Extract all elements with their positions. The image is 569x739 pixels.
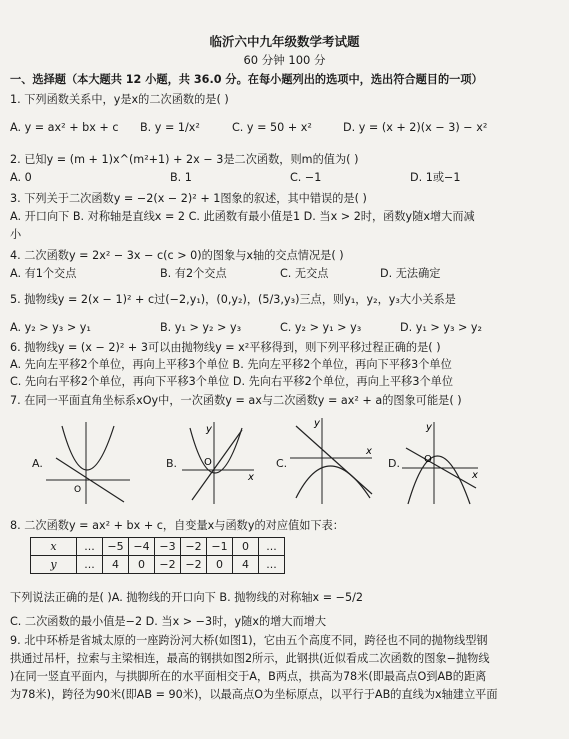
q7-graph-d-label: D. <box>388 457 400 470</box>
q6-line3: C. 先向右平移2个单位，再向下平移3个单位 D. 先向右平移2个单位，再向上平移3个单位 <box>10 375 454 388</box>
q2-option-a: A. 0 <box>10 171 32 184</box>
table-cell: −5 <box>103 538 129 556</box>
q8-table-row-x <box>31 538 285 556</box>
q3-line3: 小 <box>10 228 22 241</box>
q2-stem: 2. 已知y = (m + 1)x^(m²+1) + 2x − 3是二次函数，则m的值为( ) <box>10 153 359 166</box>
q7-graph-c-x: x <box>366 446 372 457</box>
q9-line3: )在同一竖直平面内，与拱脚所在的水平面相交于A，B两点，拱高为78米(即最高点O到AB的距离 <box>10 670 487 683</box>
q5-stem: 5. 抛物线y = 2(x − 1)² + c过(−2,y₁)，(0,y₂)，(5/3,y₃)三点，则y₁，y₂，y₃大小关系是 <box>10 293 456 306</box>
q7-graph-b-label: B. <box>166 457 178 470</box>
q1-option-b: B. y = 1/x² <box>140 121 200 134</box>
q9-line1: 9. 北中环桥是省城太原的一座跨汾河大桥(如图1)，它由五个高度不同，跨径也不同的抛物线型钢 <box>10 634 488 647</box>
table-cell: 4 <box>233 556 259 574</box>
q3-stem: 3. 下列关于二次函数y = −2(x − 2)² + 1图象的叙述，其中错误的是( ) <box>10 192 367 205</box>
q7-graph-d-origin: O <box>424 454 432 465</box>
q7-graph-d-y: y <box>426 422 432 433</box>
table-cell: 0 <box>233 538 259 556</box>
exam-title: 临沂六中九年级数学考试题 <box>209 34 360 49</box>
q4-option-a: A. 有1个交点 <box>10 267 77 280</box>
q5-option-c: C. y₂ > y₁ > y₃ <box>280 321 362 334</box>
q1-option-d: D. y = (x + 2)(x − 3) − x² <box>343 121 488 134</box>
q2-option-b: B. 1 <box>170 171 192 184</box>
q6-stem: 6. 抛物线y = (x − 2)² + 3可以由抛物线y = x²平移得到，则下列平移过程正确的是( ) <box>10 341 441 354</box>
q8-options-line1: 下列说法正确的是( )A. 抛物线的开口向下 B. 抛物线的对称轴x = −5/2 <box>10 591 363 604</box>
q3-line2: A. 开口向下 B. 对称轴是直线x = 2 C. 此函数有最小值是1 D. 当x > 2时，函数y随x增大而减 <box>10 210 475 223</box>
table-cell: ... <box>77 556 103 574</box>
table-cell: −2 <box>155 556 181 574</box>
table-cell: x <box>31 538 77 556</box>
table-cell: −1 <box>207 538 233 556</box>
q2-option-c: C. −1 <box>290 171 322 184</box>
q7-graph-c-y: y <box>314 418 320 429</box>
q8-stem: 8. 二次函数y = ax² + bx + c，自变量x与函数y的对应值如下表： <box>10 519 344 532</box>
q9-line2: 拱通过吊杆，拉索与主梁相连，最高的钢拱如图2所示，此钢拱(近似看成二次函数的图象−抛物线 <box>10 652 490 665</box>
table-cell: 0 <box>207 556 233 574</box>
q9-line4: 为78米)，跨径为90米(即AB = 90米)，以最高点O为坐标原点，以平行于AB的直线为x轴建立平面 <box>10 688 498 701</box>
q5-option-b: B. y₁ > y₂ > y₃ <box>160 321 242 334</box>
q4-option-b: B. 有2个交点 <box>160 267 227 280</box>
section-heading: 一、选择题（本大题共 12 小题，共 36.0 分。在每小题列出的选项中，选出符合题目的一项） <box>10 73 483 86</box>
q4-option-c: C. 无交点 <box>280 267 329 280</box>
q7-graph-d-x: x <box>472 470 478 481</box>
q7-graph-b-x: x <box>248 472 254 483</box>
table-cell: −2 <box>181 556 207 574</box>
q7-graph-b-origin: O <box>204 457 212 468</box>
q8-table-row-y <box>31 556 285 574</box>
q7-graph-a-origin: O <box>74 485 82 495</box>
q1-option-a: A. y = ax² + bx + c <box>10 121 119 134</box>
q7-stem: 7. 在同一平面直角坐标系xOy中，一次函数y = ax与二次函数y = ax² + a的图象可能是( ) <box>10 394 462 407</box>
q1-option-c: C. y = 50 + x² <box>232 121 312 134</box>
q6-line2: A. 先向左平移2个单位，再向上平移3个单位 B. 先向左平移2个单位，再向下平移3个单位 <box>10 358 452 371</box>
q7-graph-c <box>288 414 378 508</box>
q7-graph-b-y: y <box>206 424 212 435</box>
table-cell: −2 <box>181 538 207 556</box>
q1-stem: 1. 下列函数关系中，y是x的二次函数的是( ) <box>10 93 229 106</box>
exam-subtitle: 60 分钟 100 分 <box>243 53 326 67</box>
table-cell: ... <box>259 556 285 574</box>
q4-option-d: D. 无法确定 <box>380 267 441 280</box>
q5-option-d: D. y₁ > y₃ > y₂ <box>400 321 483 334</box>
table-cell: ... <box>77 538 103 556</box>
q7-graph-b <box>180 418 260 508</box>
table-cell: 0 <box>129 556 155 574</box>
q2-option-d: D. 1或−1 <box>410 171 461 184</box>
q7-graph-a <box>44 418 134 508</box>
table-cell: −4 <box>129 538 155 556</box>
table-cell: ... <box>259 538 285 556</box>
q7-graph-d <box>400 418 482 508</box>
q7-graph-a-label: A. <box>32 457 43 470</box>
q8-value-table <box>30 537 285 574</box>
table-cell: 4 <box>103 556 129 574</box>
q5-option-a: A. y₂ > y₃ > y₁ <box>10 321 91 334</box>
q8-options-line2: C. 二次函数的最小值是−2 D. 当x > −3时，y随x的增大而增大 <box>10 615 327 628</box>
table-cell: y <box>31 556 77 574</box>
table-cell: −3 <box>155 538 181 556</box>
q7-graph-c-label: C. <box>276 457 288 470</box>
q4-stem: 4. 二次函数y = 2x² − 3x − c(c > 0)的图象与x轴的交点情况是( ) <box>10 249 344 262</box>
